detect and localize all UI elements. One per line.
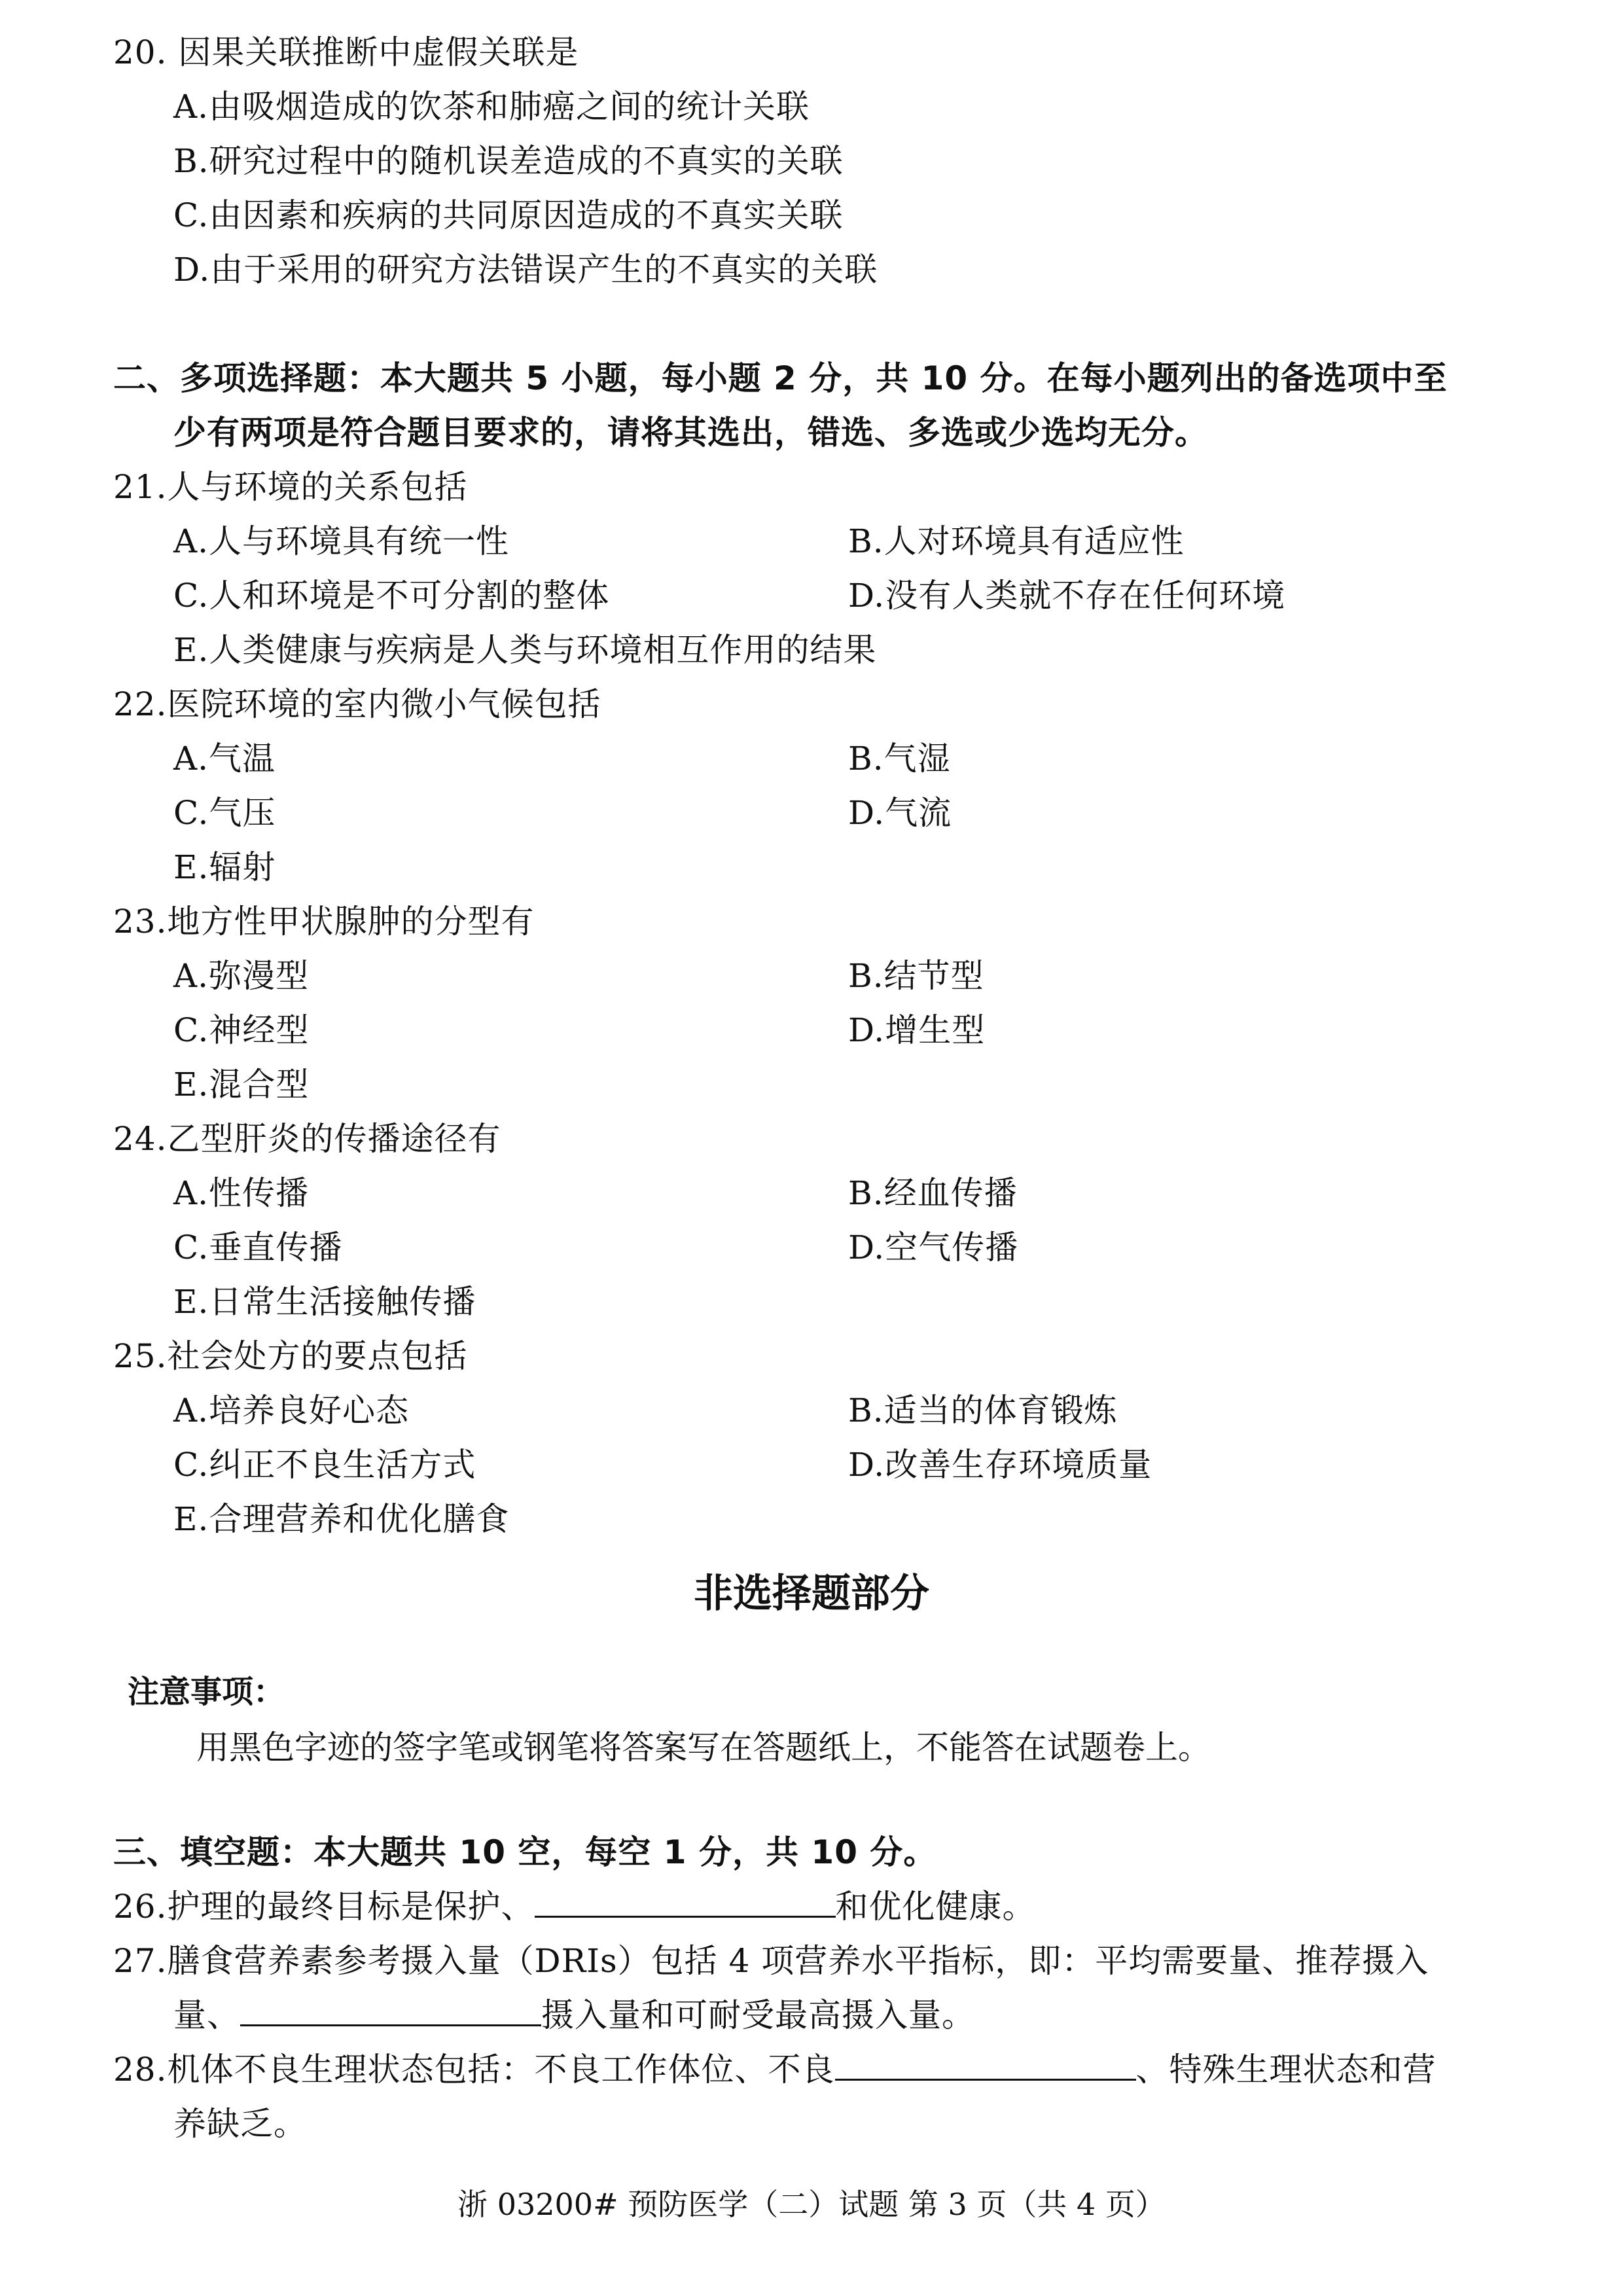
option-text: 人与环境具有统一性: [209, 522, 510, 560]
option-24-d: [848, 1228, 1018, 1267]
option-25-c: [173, 1445, 476, 1484]
question-stem: 社会处方的要点包括: [167, 1337, 468, 1375]
question-number: 27.: [113, 1942, 168, 1980]
question-24: [113, 1119, 501, 1158]
option-label: D.: [848, 794, 885, 832]
option-20-b: [173, 141, 844, 181]
option-label: D.: [848, 577, 885, 615]
option-23-e: [173, 1065, 309, 1104]
option-label: B.: [848, 957, 884, 995]
option-text: 混合型: [209, 1066, 310, 1103]
option-23-d: [848, 1011, 985, 1050]
question-number: 20.: [113, 33, 168, 71]
question-text: 量、: [173, 1996, 240, 2034]
question-stem: 地方性甲状腺肿的分型有: [167, 903, 535, 941]
option-24-c: [173, 1228, 342, 1267]
option-label: E.: [173, 1066, 209, 1103]
question-22: [113, 685, 601, 724]
option-text: 人对环境具有适应性: [883, 522, 1185, 560]
option-label: C.: [173, 1446, 209, 1484]
question-stem: 医院环境的室内微小气候包括: [167, 685, 601, 723]
option-text: 气温: [209, 740, 276, 778]
option-label: B.: [848, 740, 884, 778]
option-21-b: [848, 522, 1185, 561]
option-text: 适当的体育锻炼: [883, 1391, 1118, 1429]
option-text: 神经型: [209, 1011, 310, 1049]
option-text: 垂直传播: [209, 1229, 343, 1266]
option-text: 气湿: [883, 740, 951, 778]
option-label: B.: [848, 1174, 884, 1212]
option-label: E.: [173, 631, 209, 669]
option-24-b: [848, 1174, 1018, 1213]
option-label: A.: [173, 88, 209, 126]
section-2-heading-cont: 少有两项是符合题目要求的，请将其选出，错选、多选或少选均无分。: [173, 414, 1208, 452]
question-number: 26.: [113, 1888, 168, 1926]
option-21-d: [848, 576, 1285, 615]
question-number: 21.: [113, 468, 168, 506]
option-23-a: [173, 956, 309, 996]
option-23-c: [173, 1011, 309, 1050]
option-21-e: [173, 630, 876, 670]
question-text: 摄入量和可耐受最高摄入量。: [541, 1996, 975, 2034]
notice-text: 用黑色字迹的签字笔或钢笔将答案写在答题纸上，不能答在试题卷上。: [196, 1729, 1211, 1767]
option-25-d: [848, 1445, 1152, 1484]
option-label: A.: [173, 1391, 209, 1429]
option-label: E.: [173, 848, 209, 886]
option-label: E.: [173, 1283, 209, 1321]
option-label: A.: [173, 957, 209, 995]
question-28: [113, 2050, 1436, 2089]
option-text: 人和环境是不可分割的整体: [209, 577, 610, 615]
option-label: C.: [173, 794, 209, 832]
question-21: [113, 467, 468, 507]
question-text: 膳食营养素参考摄入量（DRIs）包括 4 项营养水平指标，即：平均需要量、推荐摄入: [167, 1942, 1429, 1980]
option-label: A.: [173, 740, 209, 778]
question-23: [113, 902, 535, 941]
option-text: 日常生活接触传播: [209, 1283, 476, 1321]
option-text: 气流: [885, 794, 952, 832]
question-26: [113, 1887, 1036, 1926]
option-label: A.: [173, 1174, 209, 1212]
option-text: 培养良好心态: [209, 1391, 410, 1429]
question-text: 护理的最终目标是保护、: [167, 1888, 535, 1926]
part-title: 非选择题部分: [694, 1571, 929, 1617]
option-25-e: [173, 1499, 509, 1539]
option-25-b: [848, 1391, 1118, 1430]
option-label: C.: [173, 1229, 209, 1266]
question-text: 机体不良生理状态包括：不良工作体位、不良: [167, 2051, 835, 2089]
option-text: 改善生存环境质量: [885, 1446, 1152, 1484]
option-label: B.: [848, 1391, 884, 1429]
option-label: C.: [173, 196, 209, 234]
option-label: C.: [173, 1011, 209, 1049]
option-text: 没有人类就不存在任何环境: [885, 577, 1286, 615]
option-label: D.: [848, 1229, 885, 1266]
section-3-heading: 三、填空题：本大题共 10 空，每空 1 分，共 10 分。: [113, 1833, 937, 1871]
option-text: 结节型: [883, 957, 984, 995]
option-text: 由于采用的研究方法错误产生的不真实的关联: [210, 251, 878, 289]
question-stem: 乙型肝炎的传播途径有: [167, 1120, 501, 1158]
section-2-heading: 二、多项选择题：本大题共 5 小题，每小题 2 分，共 10 分。在每小题列出的备选项中至: [113, 359, 1448, 397]
option-label: B.: [173, 142, 209, 180]
option-text: 研究过程中的随机误差造成的不真实的关联: [209, 142, 844, 180]
option-22-a: [173, 739, 276, 778]
option-label: D.: [848, 1011, 885, 1049]
question-text: 和优化健康。: [835, 1888, 1036, 1926]
option-label: E.: [173, 1500, 209, 1538]
option-20-c: [173, 196, 843, 235]
option-22-b: [848, 739, 951, 778]
option-label: A.: [173, 522, 209, 560]
option-text: 空气传播: [885, 1229, 1019, 1266]
question-28-cont: 养缺乏。: [173, 2105, 307, 2143]
option-text: 气压: [209, 794, 276, 832]
option-text: 纠正不良生活方式: [209, 1446, 476, 1484]
question-stem: 因果关联推断中虚假关联是: [178, 33, 579, 71]
option-25-a: [173, 1391, 409, 1430]
option-22-d: [848, 793, 952, 833]
option-text: 由因素和疾病的共同原因造成的不真实关联: [209, 196, 844, 234]
option-21-c: [173, 576, 609, 615]
option-text: 人类健康与疾病是人类与环境相互作用的结果: [209, 631, 877, 669]
option-text: 由吸烟造成的饮茶和肺癌之间的统计关联: [209, 88, 810, 126]
question-text: 、特殊生理状态和营: [1135, 2051, 1436, 2089]
question-25: [113, 1336, 468, 1376]
option-24-e: [173, 1282, 476, 1321]
answer-blank[interactable]: [240, 1996, 541, 2026]
option-text: 合理营养和优化膳食: [209, 1500, 510, 1538]
option-text: 经血传播: [883, 1174, 1018, 1212]
answer-blank[interactable]: [835, 2050, 1136, 2081]
option-label: D.: [848, 1446, 885, 1484]
option-23-b: [848, 956, 984, 996]
option-text: 辐射: [209, 848, 276, 886]
option-text: 增生型: [885, 1011, 986, 1049]
question-stem: 人与环境的关系包括: [167, 468, 468, 506]
option-24-a: [173, 1174, 309, 1213]
option-20-d: [173, 250, 878, 289]
question-20: [113, 33, 579, 72]
option-22-e: [173, 848, 276, 887]
page-footer: 浙 03200# 预防医学（二）试题 第 3 页（共 4 页）: [457, 2187, 1166, 2222]
option-text: 弥漫型: [209, 957, 310, 995]
question-number: 28.: [113, 2051, 168, 2089]
option-label: B.: [848, 522, 884, 560]
answer-blank[interactable]: [535, 1887, 836, 1918]
option-label: C.: [173, 577, 209, 615]
question-number: 23.: [113, 903, 168, 941]
option-text: 性传播: [209, 1174, 310, 1212]
option-22-c: [173, 793, 276, 833]
option-21-a: [173, 522, 509, 561]
question-27-cont: [173, 1996, 975, 2035]
option-20-a: [173, 87, 810, 126]
question-number: 25.: [113, 1337, 168, 1375]
option-label: D.: [173, 251, 211, 289]
question-number: 22.: [113, 685, 168, 723]
question-27: [113, 1941, 1429, 1981]
notice-label: 注意事项：: [128, 1674, 285, 1710]
question-number: 24.: [113, 1120, 168, 1158]
